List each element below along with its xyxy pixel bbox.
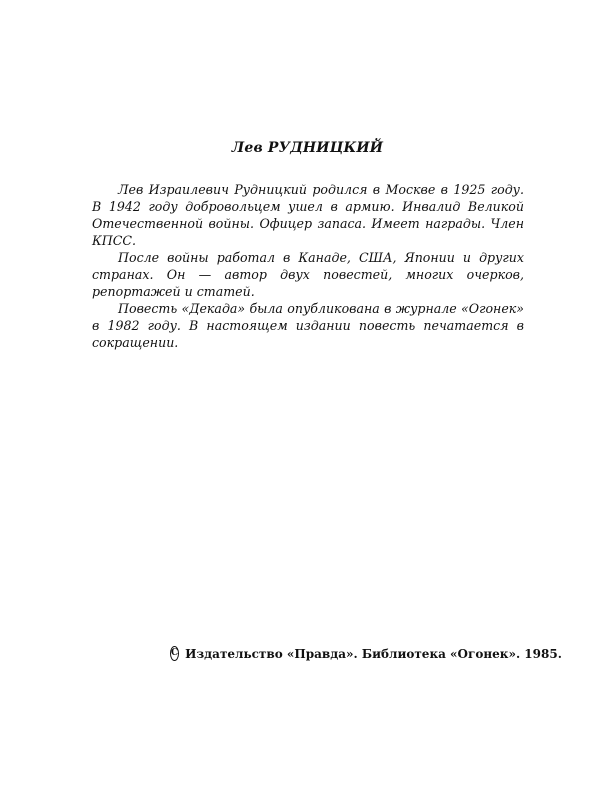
bio-paragraph: Повесть «Декада» была опубликована в журнале «Огонек» в 1982 году. В настоящем издании повесть печатается в сокращении.	[92, 301, 524, 350]
bio-paragraph: После войны работал в Канаде, США, Японии и других странах. Он — автор двух повестей, многих очерков, репортажей и статей.	[92, 250, 524, 299]
imprint-text: Издательство «Правда». Библиотека «Огонек». 1985.	[185, 646, 562, 661]
copyright-imprint	[170, 646, 562, 661]
bio-paragraph: Лев Израилевич Рудницкий родился в Москве в 1925 году. В 1942 году добровольцем ушел в армию. Инвалид Великой Отечественной войны. Офицер запаса. Имеет награды. Член КПСС.	[92, 182, 524, 248]
author-name: Лев РУДНИЦКИЙ	[231, 140, 384, 156]
author-biography	[92, 181, 524, 351]
copyright-icon: C	[170, 646, 179, 661]
